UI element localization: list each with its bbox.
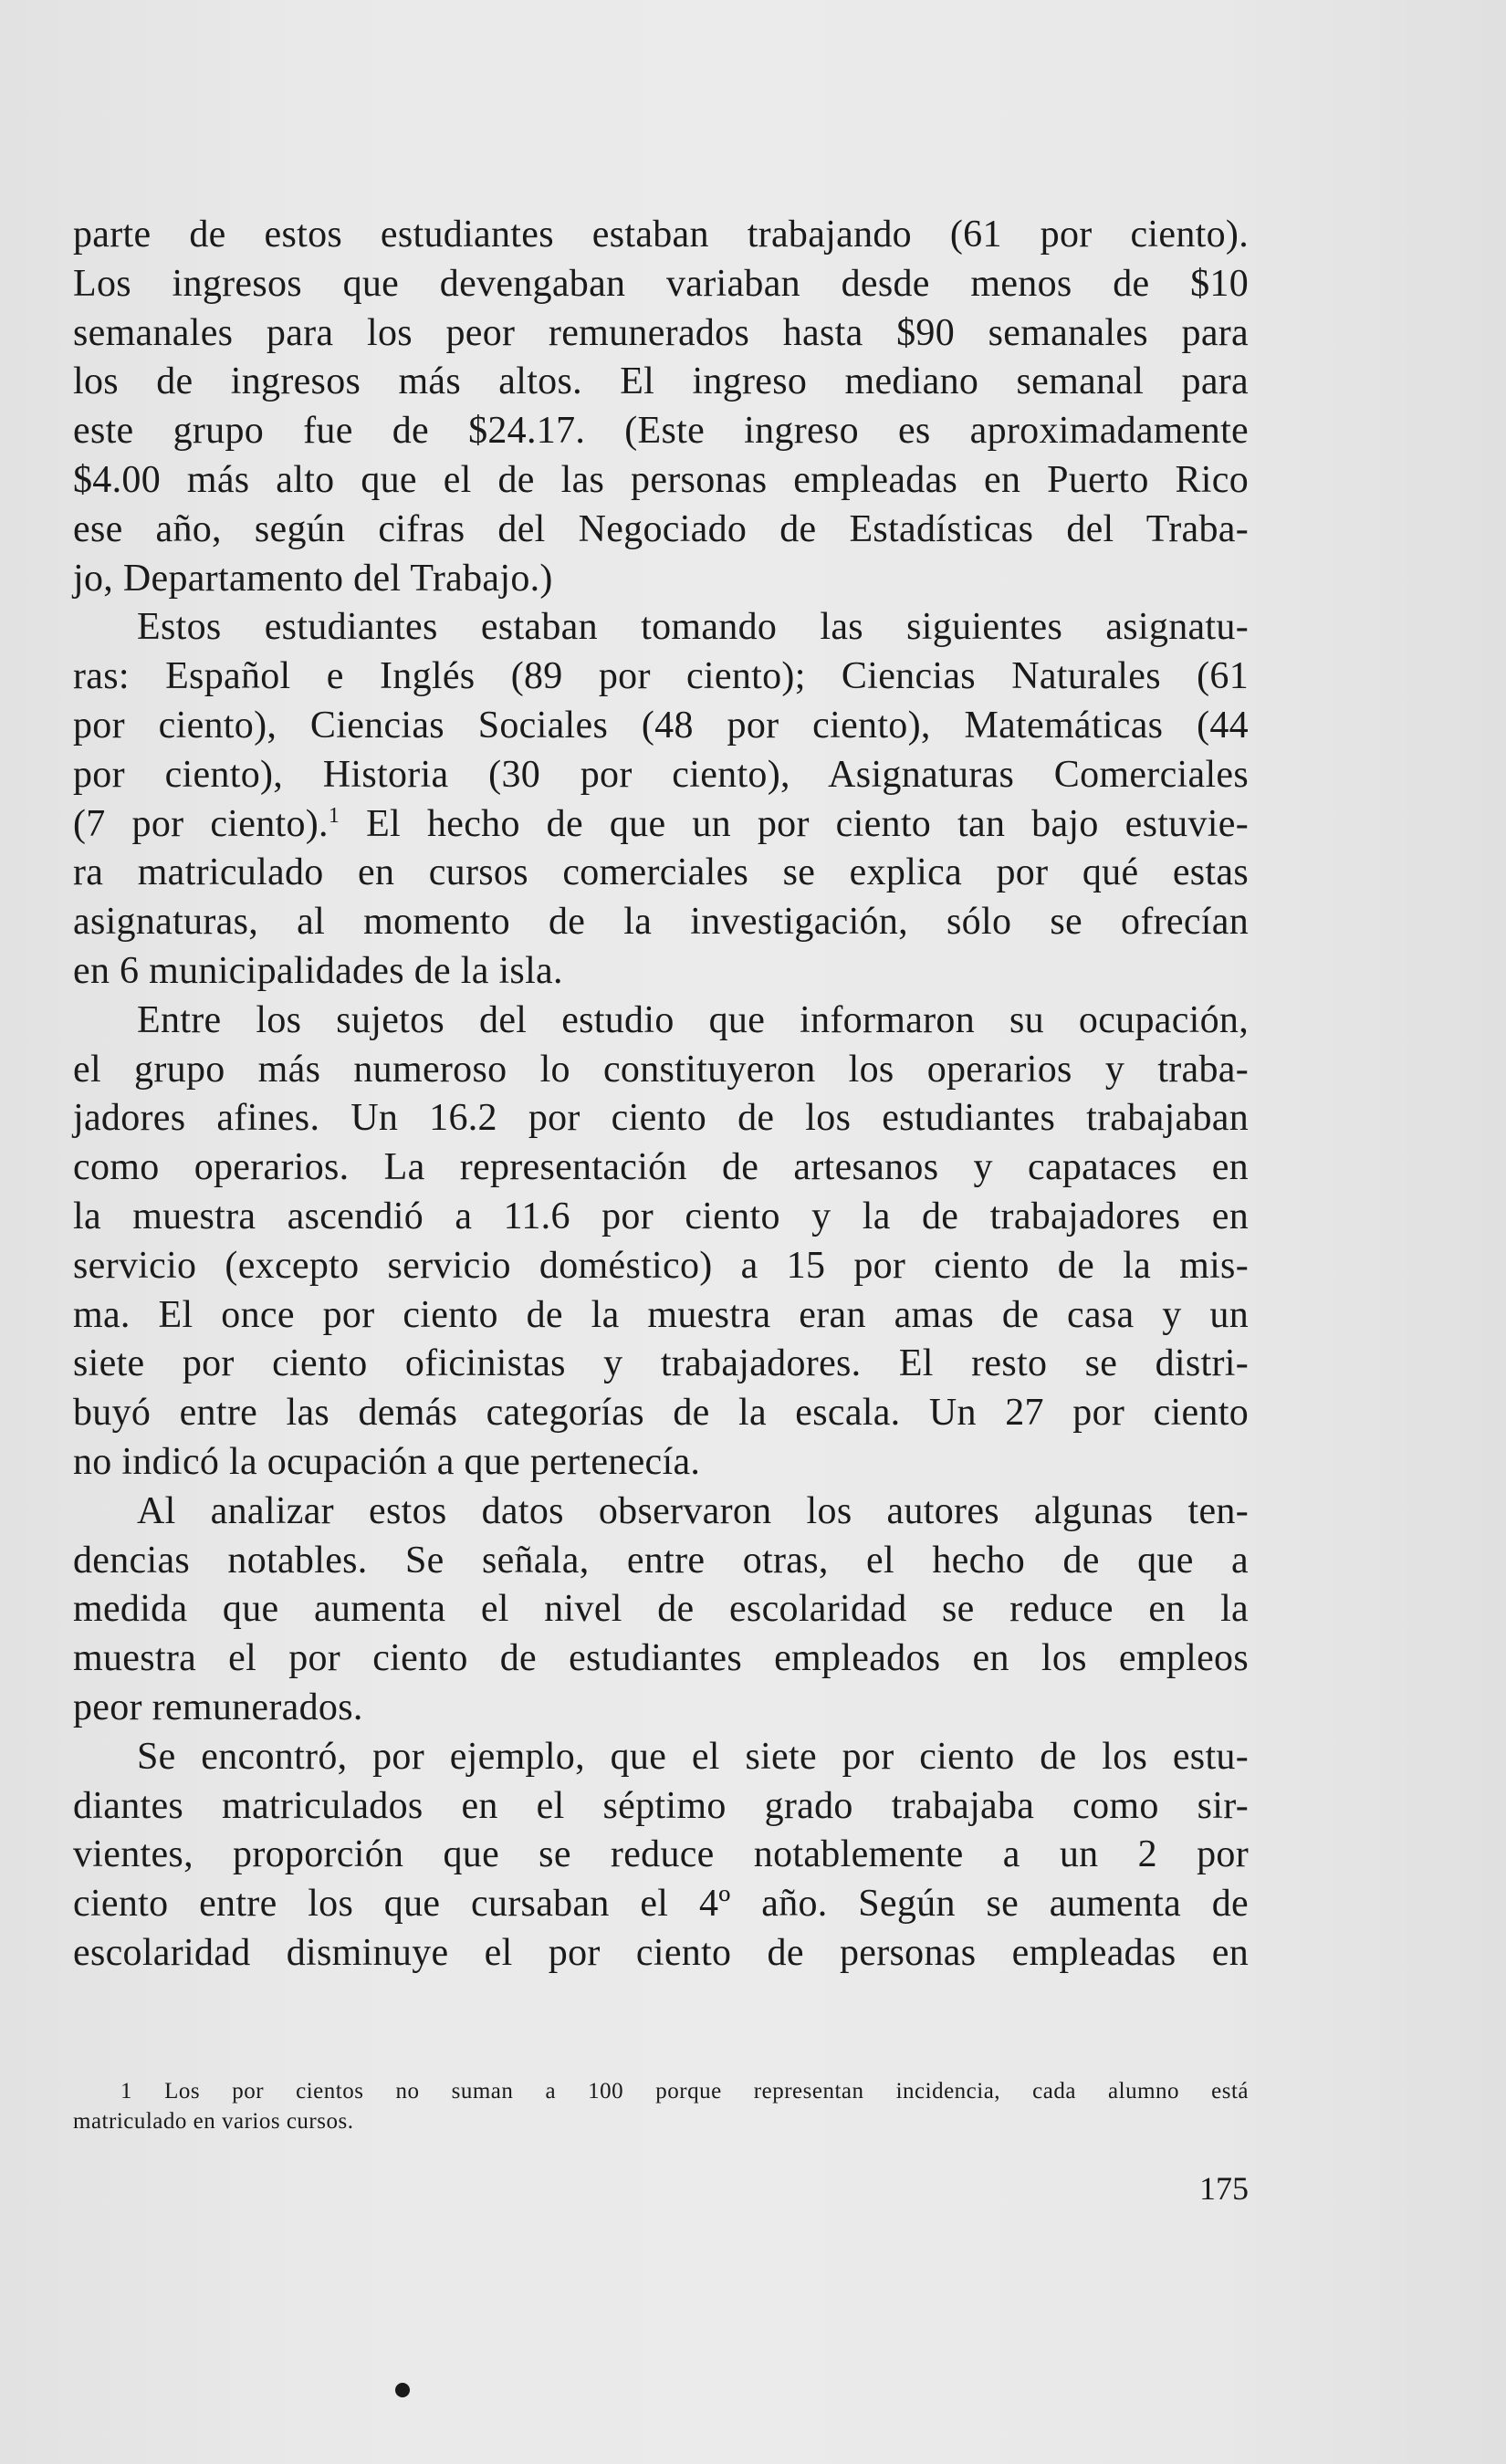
text-line: el grupo más numeroso lo constituyeron los operarios y traba- — [73, 1048, 1249, 1091]
text-line: medida que aumenta el nivel de escolaridad se reduce en la — [73, 1588, 1249, 1631]
text-line: ras: Español e Inglés (89 por ciento); Ciencias Naturales (61 — [73, 655, 1249, 698]
text-line: jo, Departamento del Trabajo.) — [73, 557, 553, 600]
text-line: ese año, según cifras del Negociado de Estadísticas del Traba- — [73, 507, 1249, 550]
footnote — [73, 2076, 1249, 2136]
footnote-line: matriculado en varios cursos. — [73, 2109, 354, 2134]
body-text — [73, 211, 1249, 1979]
page-number: 175 — [1199, 2170, 1249, 2207]
text-line: dencias notables. Se señala, entre otras, el hecho de que a — [73, 1539, 1249, 1582]
text-line: ra matriculado en cursos comerciales se explica por qué estas — [73, 851, 1249, 894]
paragraph-first-line: Al analizar estos datos observaron los autores algunas ten- — [137, 1489, 1249, 1532]
footnote-line: 1 Los por cientos no suman a 100 porque representan incidencia, cada alumno está — [120, 2079, 1249, 2104]
text-line: ma. El once por ciento de la muestra eran amas de casa y un — [73, 1293, 1249, 1336]
text-line: como operarios. La representación de artesanos y capataces en — [73, 1146, 1249, 1189]
paragraph-first-line: Se encontró, por ejemplo, que el siete por ciento de los estu- — [137, 1735, 1249, 1778]
paragraph-first-line: Entre los sujetos del estudio que informaron su ocupación, — [137, 998, 1249, 1041]
text-line: $4.00 más alto que el de las personas empleadas en Puerto Rico — [73, 458, 1249, 501]
text-line: peor remunerados. — [73, 1686, 363, 1728]
text-line: muestra el por ciento de estudiantes empleados en los empleos — [73, 1637, 1249, 1680]
text-line: asignaturas, al momento de la investigación, sólo se ofrecían — [73, 901, 1249, 944]
text-line: la muestra ascendió a 11.6 por ciento y la de trabajadores en — [73, 1195, 1249, 1237]
text-line: en 6 municipalidades de la isla. — [73, 949, 563, 992]
text-line: vientes, proporción que se reduce notablemente a un 2 por — [73, 1833, 1249, 1876]
text-line: no indicó la ocupación a que pertenecía. — [73, 1440, 701, 1483]
text-line-with-footnote-ref — [73, 800, 1249, 850]
text-line: este grupo fue de $24.17. (Este ingreso es aproximadamente — [73, 410, 1249, 453]
text-line: parte de estos estudiantes estaban trabajando (61 por ciento). — [73, 214, 1249, 256]
text-line: semanales para los peor remunerados hasta $90 semanales para — [73, 311, 1249, 354]
text-line: Los ingresos que devengaban variaban desde menos de $10 — [73, 262, 1249, 305]
text-line: servicio (excepto servicio doméstico) a 15 por ciento de la mis- — [73, 1244, 1249, 1287]
footnote-reference: 1 — [328, 803, 340, 828]
text-line: por ciento), Historia (30 por ciento), Asignaturas Comerciales — [73, 753, 1249, 796]
paragraph-first-line: Estos estudiantes estaban tomando las siguientes asignatu- — [137, 606, 1249, 649]
text-line: escolaridad disminuye el por ciento de personas empleadas en — [73, 1931, 1249, 1974]
text-line: por ciento), Ciencias Sociales (48 por ciento), Matemáticas (44 — [73, 704, 1249, 747]
text-segment: El hecho de que un por ciento tan bajo estuvie- — [340, 802, 1249, 845]
text-line: siete por ciento oficinistas y trabajadores. El resto se distri- — [73, 1342, 1249, 1385]
text-line: diantes matriculados en el séptimo grado trabajaba como sir- — [73, 1784, 1249, 1827]
ink-dot — [395, 2383, 410, 2397]
text-line: ciento entre los que cursaban el 4º año. Según se aumenta de — [73, 1883, 1249, 1926]
text-segment: (7 por ciento). — [73, 802, 329, 845]
text-line: los de ingresos más altos. El ingreso mediano semanal para — [73, 360, 1249, 403]
text-line: jadores afines. Un 16.2 por ciento de los estudiantes trabajaban — [73, 1097, 1249, 1140]
text-line: buyó entre las demás categorías de la escala. Un 27 por ciento — [73, 1392, 1249, 1435]
